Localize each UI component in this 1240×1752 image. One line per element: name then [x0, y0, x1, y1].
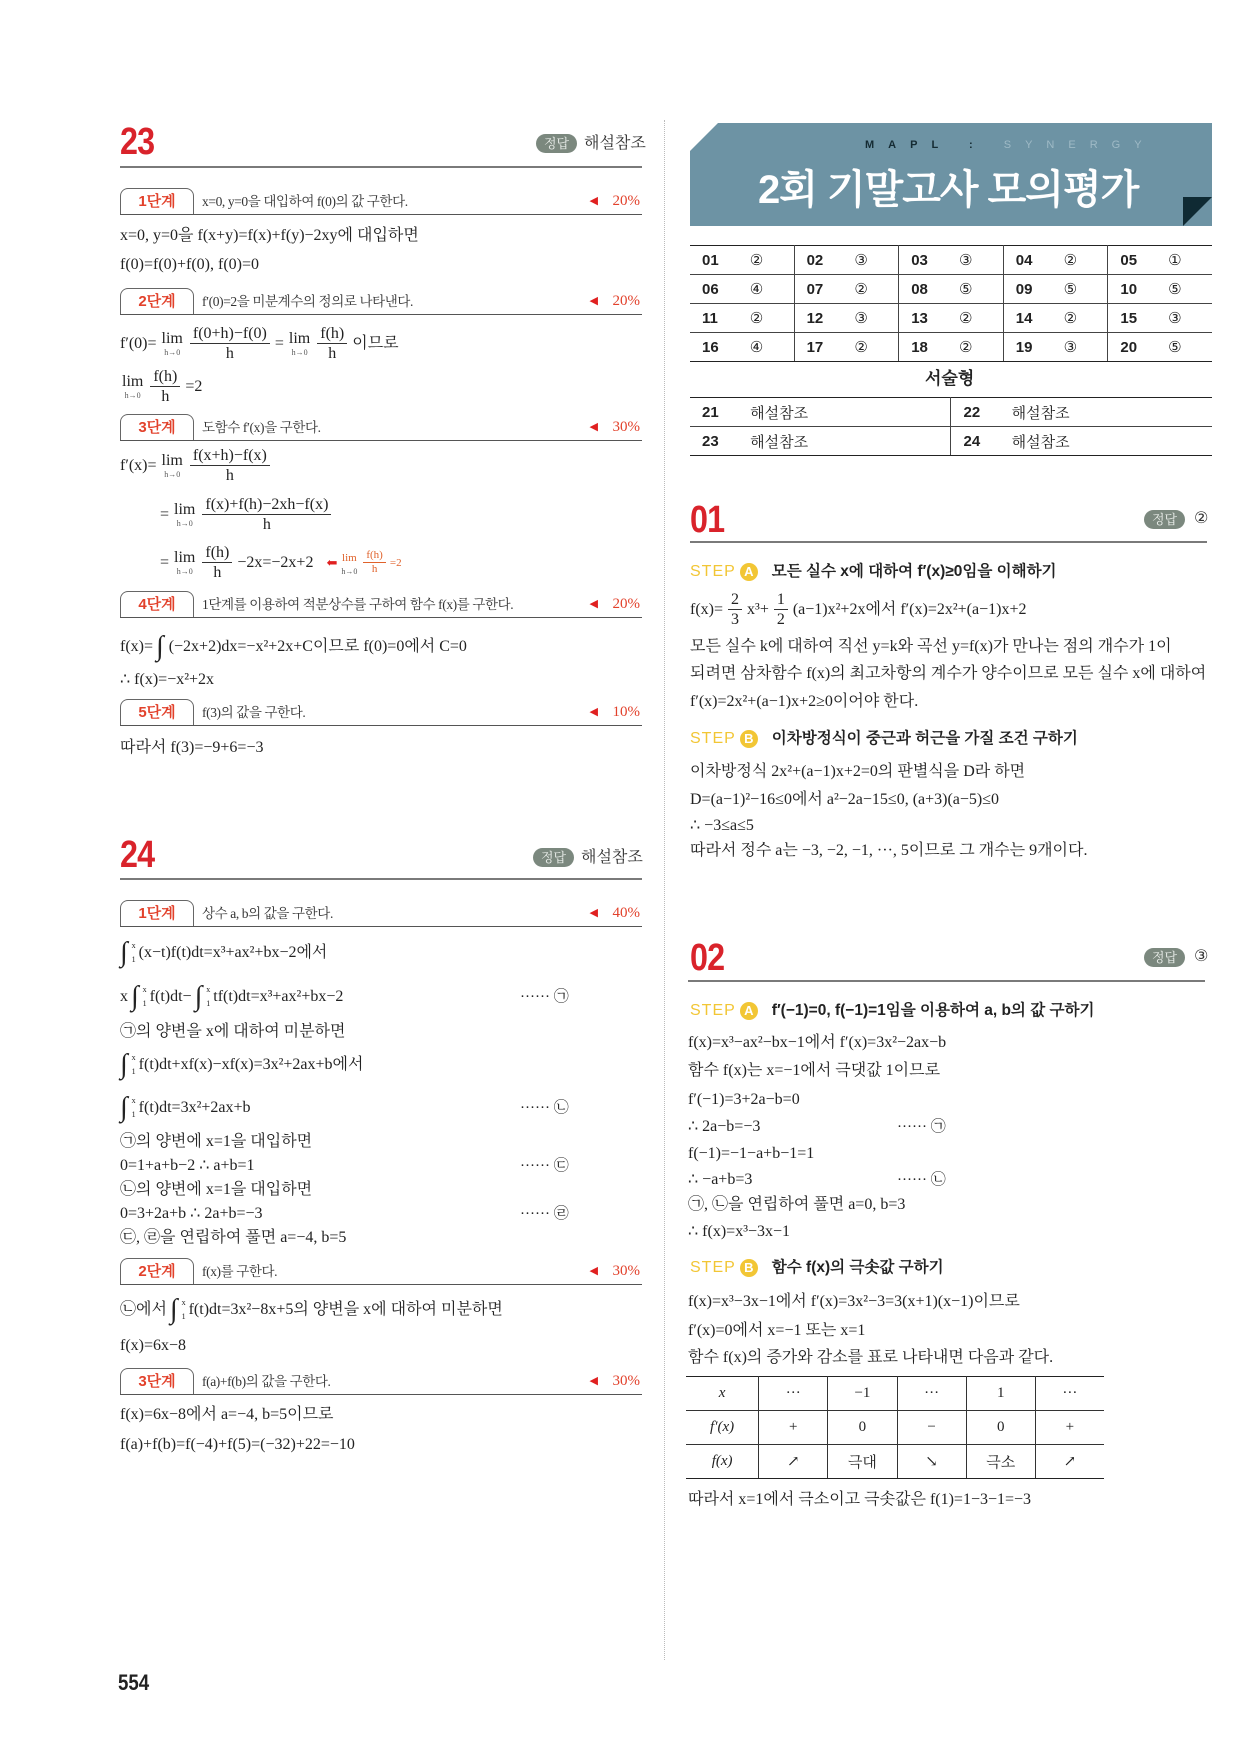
text: =2	[185, 377, 203, 395]
solution-line	[120, 446, 272, 485]
step-1	[120, 900, 642, 927]
solution-line: 0=1+a+b−2 ∴ a+b=1	[120, 1157, 255, 1174]
step-percent: 30%	[612, 419, 640, 435]
text: =	[160, 553, 170, 571]
question-no: 02	[794, 246, 854, 275]
step-label: 5단계	[120, 699, 194, 725]
variation-cell: ↘	[897, 1445, 966, 1479]
answer-choice: ③	[959, 246, 1003, 275]
step-desc: f(a)+f(b)의 값을 구한다.	[202, 1374, 331, 1389]
solution-line: f(x)=6x−8에서 a=−4, b=5이므로	[120, 1406, 334, 1423]
answer-row	[690, 304, 1212, 333]
answer-value: 해설참조	[584, 135, 646, 152]
answer-value: 해설참조	[581, 849, 643, 866]
solution-line	[120, 632, 467, 662]
solution-line: D=(a−1)²−16≤0에서 a²−2a−15≤0, (a+3)(a−5)≤0	[690, 791, 1000, 808]
step-3	[120, 1368, 642, 1395]
fraction: $\frac{f(h)}{h}$	[317, 324, 347, 363]
fraction: $\frac{f(h)}{h}$	[150, 367, 180, 406]
answer-choice: ②	[854, 333, 898, 362]
solution-line: 되려면 삼차함수 f(x)의 최고차항의 계수가 양수이므로 모든 실수 x에 대하여	[690, 665, 1207, 682]
answer-choice: ③	[854, 304, 898, 333]
text: (−2x+2)dx=−x²+2x+C이므로 f(0)=0에서 C=0	[168, 638, 467, 655]
step-2	[120, 1258, 642, 1285]
variation-cell: 0	[828, 1411, 897, 1445]
question-no: 08	[899, 275, 959, 304]
answer-choice: ④	[750, 333, 794, 362]
essay-answer-table	[690, 397, 1212, 456]
solution-line: f(0)=f(0)+f(0), f(0)=0	[120, 256, 260, 273]
step-desc: f(x)를 구한다.	[202, 1264, 278, 1279]
question-no: 22	[951, 398, 1012, 427]
answer-choice: ①	[1168, 246, 1212, 275]
step-percent: 20%	[612, 596, 640, 612]
solution-line	[160, 543, 402, 582]
header-rule	[688, 980, 1205, 982]
answer-row	[690, 333, 1212, 362]
solution-line: 따라서 f(3)=−9+6=−3	[120, 739, 264, 756]
variation-cell: x	[686, 1377, 759, 1411]
step-desc: 1단계를 이용하여 적분상수를 구하여 함수 f(x)를 구한다.	[202, 597, 514, 612]
step-5	[120, 699, 642, 726]
solution-line	[120, 938, 327, 968]
column-divider	[664, 120, 665, 1660]
equation-marker: ······ ㉠	[520, 989, 569, 1005]
hint-note	[326, 549, 401, 577]
fraction: $\frac{f(x)+f(h)-2xh-f(x)}{h}$	[202, 495, 331, 534]
solution-line	[160, 495, 333, 534]
text: x	[120, 988, 128, 1005]
solution-line: ∴ f(x)=−x²+2x	[120, 671, 215, 688]
variation-cell: f(x)	[686, 1445, 759, 1479]
question-number: 24	[120, 834, 155, 876]
equation-marker: ······ ㉡	[520, 1100, 569, 1116]
text: tf(t)dt=x³+ax²+bx−2	[213, 988, 344, 1005]
step-label: 1단계	[120, 900, 194, 926]
variation-cell: ···	[759, 1377, 828, 1411]
integral: ∫ x 1	[120, 937, 136, 968]
fraction: $\frac{f(0+h)-f(0)}{h}$	[190, 324, 270, 363]
question-no: 07	[794, 275, 854, 304]
question-no: 24	[951, 427, 1012, 456]
answer-row	[690, 275, 1212, 304]
solution-line: ∴ 2a−b=−3	[688, 1118, 761, 1135]
limit: lim h→0	[161, 329, 183, 357]
triangle-icon: ◀	[589, 598, 598, 610]
text: =	[160, 505, 170, 523]
solution-line: f(x)=x³−ax²−bx−1에서 f′(x)=3x²−2ax−b	[688, 1034, 947, 1051]
answer-choice: ②	[750, 246, 794, 275]
answer-text: 해설참조	[1012, 398, 1212, 427]
answer-text: 해설참조	[1012, 427, 1212, 456]
step-label: 3단계	[120, 1368, 194, 1394]
variation-cell: 0	[966, 1411, 1035, 1445]
solution-line: x=0, y=0을 f(x+y)=f(x)+f(y)−2xy에 대입하면	[120, 227, 419, 244]
fraction: $\frac{f(x+h)-f(x)}{h}$	[190, 446, 270, 485]
variation-cell: f′(x)	[686, 1411, 759, 1445]
variation-cell: 극대	[828, 1445, 897, 1479]
solution-line: ㉡의 양변에 x=1을 대입하면	[120, 1181, 313, 1198]
brand-logo: MAPL : SYNERGY	[865, 139, 1156, 151]
question-no: 12	[794, 304, 854, 333]
integral: ∫ x 1	[120, 1049, 136, 1080]
variation-cell: 1	[966, 1377, 1035, 1411]
solution-line: f(−1)=−1−a+b−1=1	[688, 1145, 815, 1162]
variation-cell: +	[1035, 1411, 1104, 1445]
step-a-heading: STEP A 모든 실수 x에 대하여 f′(x)≥0임을 이해하기	[690, 563, 1057, 580]
solution-line: ㉢, ㉣을 연립하여 풀면 a=−4, b=5	[120, 1229, 347, 1246]
question-number: 01	[690, 499, 725, 541]
text: x³+	[747, 600, 769, 618]
triangle-icon: ◀	[589, 421, 598, 433]
question-no: 17	[794, 333, 854, 362]
solution-line: 함수 f(x)의 증가와 감소를 표로 나타내면 다음과 같다.	[688, 1349, 1054, 1366]
answer-choice: ②	[959, 304, 1003, 333]
equation-marker: ······ ㉡	[897, 1172, 946, 1188]
question-no: 15	[1108, 304, 1168, 333]
integral: ∫ x 1	[120, 1092, 136, 1123]
text: −2x=−2x+2	[237, 553, 314, 571]
step-b-heading: STEP B 이차방정식이 중근과 허근을 가질 조건 구하기	[690, 730, 1078, 747]
circle-b-icon: B	[740, 1259, 758, 1277]
text: f(t)dt=3x²+2ax+b	[138, 1099, 251, 1116]
step-desc: 상수 a, b의 값을 구한다.	[202, 906, 333, 921]
text: ㉡에서	[120, 1301, 167, 1318]
question-number: 02	[690, 937, 725, 979]
solution-line: 모든 실수 k에 대하여 직선 y=k와 곡선 y=f(x)가 만나는 점의 개수가 1이	[690, 638, 1172, 655]
question-no: 13	[899, 304, 959, 333]
answer-choice: ③	[1168, 304, 1212, 333]
answer-choice: ②	[959, 333, 1003, 362]
solution-line	[690, 590, 1027, 629]
fraction: $\frac{f(h)}{h}$	[363, 549, 386, 576]
step-label: 4단계	[120, 591, 194, 617]
integral: ∫ x 1	[169, 1294, 186, 1325]
fraction: $\frac{2}{3}$	[728, 590, 742, 629]
solution-line: ∴ −a+b=3	[688, 1171, 753, 1188]
solution-line: 0=3+2a+b ∴ 2a+b=−3	[120, 1205, 263, 1222]
step-percent: 20%	[612, 193, 640, 209]
exam-title: 2회 기말고사 모의평가	[758, 168, 1139, 212]
step-3	[120, 414, 642, 441]
essay-row	[690, 398, 1212, 427]
circle-b-icon: B	[740, 730, 758, 748]
question-no: 11	[690, 304, 750, 333]
integral: ∫ x 1	[131, 981, 147, 1012]
answer-choice: ③	[1064, 333, 1108, 362]
text: (x−t)f(t)dt=x³+ax²+bx−2에서	[138, 944, 328, 961]
answer-choice: ⑤	[1168, 333, 1212, 362]
solution-line	[120, 982, 343, 1012]
answer-badge: 정답	[1144, 948, 1185, 967]
integral: ∫ x 1	[194, 981, 211, 1012]
question-no: 05	[1108, 246, 1168, 275]
text: 이므로	[352, 334, 399, 352]
equation-marker: ······ ㉣	[520, 1206, 569, 1222]
step-label: 3단계	[120, 414, 194, 440]
question-no: 09	[1003, 275, 1063, 304]
step-percent: 30%	[612, 1373, 640, 1389]
question-no: 16	[690, 333, 750, 362]
text: f′(x)=	[120, 456, 157, 474]
solution-line: ㉠, ㉡을 연립하여 풀면 a=0, b=3	[688, 1196, 906, 1213]
triangle-icon: ◀	[589, 706, 598, 718]
step-percent: 30%	[612, 1263, 640, 1279]
equation-marker: ······ ㉠	[897, 1119, 946, 1135]
header-rule	[690, 541, 1207, 543]
answer-table	[690, 245, 1212, 362]
step-label: 2단계	[120, 1258, 194, 1284]
step-desc: x=0, y=0을 대입하여 f(0)의 값 구한다.	[202, 194, 408, 209]
circle-a-icon: A	[740, 563, 758, 581]
solution-line: 따라서 정수 a는 −3, −2, −1, ···, 5이므로 그 개수는 9개이다.	[690, 842, 1088, 859]
solution-line	[120, 1295, 503, 1325]
variation-cell: ···	[897, 1377, 966, 1411]
fraction: $\frac{f(h)}{h}$	[202, 543, 232, 582]
step-desc: f′(0)=2을 미분계수의 정의로 나타낸다.	[202, 294, 413, 309]
fraction: $\frac{1}{2}$	[774, 590, 788, 629]
variation-cell: ···	[1035, 1377, 1104, 1411]
variation-cell: −	[897, 1411, 966, 1445]
answer-value: ②	[1194, 510, 1209, 527]
limit: lim h→0	[122, 372, 144, 400]
answer-badge: 정답	[536, 134, 577, 153]
solution-line: 이차방정식 2x²+(a−1)x+2=0의 판별식을 D라 하면	[690, 763, 1026, 780]
limit: lim h→0	[288, 329, 311, 357]
text: =	[274, 334, 284, 352]
triangle-icon: ◀	[589, 295, 598, 307]
answer-choice: ②	[750, 304, 794, 333]
limit: lim h→0	[161, 451, 183, 479]
triangle-icon: ◀	[589, 907, 598, 919]
variation-cell: +	[759, 1411, 828, 1445]
step-percent: 40%	[612, 905, 640, 921]
question-no: 03	[899, 246, 959, 275]
equation-marker: ······ ㉢	[520, 1158, 569, 1174]
page-number: 554	[118, 1670, 150, 1695]
step-1	[120, 188, 642, 215]
solution-line: ∴ −3≤a≤5	[690, 817, 754, 834]
step-label: 2단계	[120, 288, 194, 314]
solution-line: ㉠의 양변을 x에 대하여 미분하면	[120, 1023, 346, 1040]
answer-choice: ⑤	[959, 275, 1003, 304]
step-b-heading: STEP B 함수 f(x)의 극솟값 구하기	[690, 1259, 944, 1276]
solution-line: 함수 f(x)는 x=−1에서 극댓값 1이므로	[688, 1062, 941, 1079]
solution-line	[120, 1050, 363, 1080]
question-no: 06	[690, 275, 750, 304]
text: (a−1)x²+2x에서 f′(x)=2x²+(a−1)x+2	[792, 600, 1027, 618]
solution-line: ∴ f(x)=x³−3x−1	[688, 1223, 791, 1240]
solution-line: ㉠의 양변에 x=1을 대입하면	[120, 1133, 313, 1150]
text: f(x)=	[690, 600, 724, 618]
text: f(t)dt=3x²−8x+5의 양변을 x에 대하여 미분하면	[188, 1301, 503, 1318]
answer-choice: ③	[854, 246, 898, 275]
variation-row	[686, 1377, 1104, 1411]
variation-cell: 극소	[966, 1445, 1035, 1479]
step-percent: 10%	[612, 704, 640, 720]
essay-heading: 서술형	[925, 369, 975, 388]
question-no: 10	[1108, 275, 1168, 304]
question-no: 23	[690, 427, 750, 456]
solution-line: f′(x)=0에서 x=−1 또는 x=1	[688, 1322, 866, 1339]
step-desc: 도함수 f′(x)을 구한다.	[202, 420, 321, 435]
text: f(t)dt−	[149, 988, 192, 1005]
answer-choice: ②	[1064, 304, 1108, 333]
limit: lim h→0	[174, 548, 196, 576]
variation-row	[686, 1411, 1104, 1445]
answer-choice: ⑤	[1064, 275, 1108, 304]
arrow-left-icon: ⬅	[326, 554, 338, 570]
question-no: 14	[1003, 304, 1063, 333]
solution-line	[120, 367, 202, 406]
header-rule	[120, 166, 642, 168]
answer-badge: 정답	[1144, 510, 1185, 529]
solution-line: f′(x)=2x²+(a−1)x+2≥0이어야 한다.	[690, 693, 919, 710]
integral: ∫	[156, 631, 164, 662]
circle-a-icon: A	[740, 1002, 758, 1020]
text: f′(0)=	[120, 334, 157, 352]
variation-row	[686, 1445, 1104, 1479]
question-no: 20	[1108, 333, 1168, 362]
solution-line: 따라서 x=1에서 극소이고 극솟값은 f(1)=1−3−1=−3	[688, 1491, 1032, 1508]
question-no: 04	[1003, 246, 1063, 275]
answer-choice: ④	[750, 275, 794, 304]
triangle-icon: ◀	[589, 1375, 598, 1387]
solution-line	[120, 1093, 251, 1123]
answer-choice: ②	[1064, 246, 1108, 275]
step-desc: f(3)의 값을 구한다.	[202, 705, 306, 720]
answer-badge: 정답	[533, 848, 574, 867]
header-rule	[120, 878, 642, 880]
question-no: 19	[1003, 333, 1063, 362]
answer-choice: ⑤	[1168, 275, 1212, 304]
step-2	[120, 288, 642, 315]
limit: lim h→0	[341, 551, 358, 576]
step-4	[120, 591, 642, 618]
question-number: 23	[120, 121, 155, 163]
answer-text: 해설참조	[750, 427, 951, 456]
solution-line: f(x)=x³−3x−1에서 f′(x)=3x²−3=3(x+1)(x−1)이므로	[688, 1293, 1020, 1310]
variation-cell: ↗	[759, 1445, 828, 1479]
text: =2	[389, 556, 402, 569]
step-percent: 20%	[612, 293, 640, 309]
question-no: 21	[690, 398, 750, 427]
triangle-icon: ◀	[589, 1265, 598, 1277]
text: f(t)dt+xf(x)−xf(x)=3x²+2ax+b에서	[138, 1056, 364, 1073]
solution-line: f(a)+f(b)=f(−4)+f(5)=(−32)+22=−10	[120, 1436, 355, 1453]
solution-line: f(x)=6x−8	[120, 1337, 187, 1354]
essay-row	[690, 427, 1212, 456]
limit: lim h→0	[174, 500, 196, 528]
answer-text: 해설참조	[750, 398, 951, 427]
step-label: 1단계	[120, 188, 194, 214]
question-no: 01	[690, 246, 750, 275]
answer-row	[690, 246, 1212, 275]
solution-line	[120, 324, 399, 363]
solution-line: f′(−1)=3+2a−b=0	[688, 1091, 800, 1108]
question-no: 18	[899, 333, 959, 362]
answer-value: ③	[1194, 948, 1209, 965]
variation-cell: ↗	[1035, 1445, 1104, 1479]
answer-choice: ②	[854, 275, 898, 304]
text: f(x)=	[120, 638, 154, 655]
variation-table	[686, 1376, 1104, 1479]
step-a-heading: STEP A f′(−1)=0, f(−1)=1임을 이용하여 a, b의 값 구하기	[690, 1002, 1095, 1019]
triangle-icon: ◀	[589, 195, 598, 207]
variation-cell: −1	[828, 1377, 897, 1411]
